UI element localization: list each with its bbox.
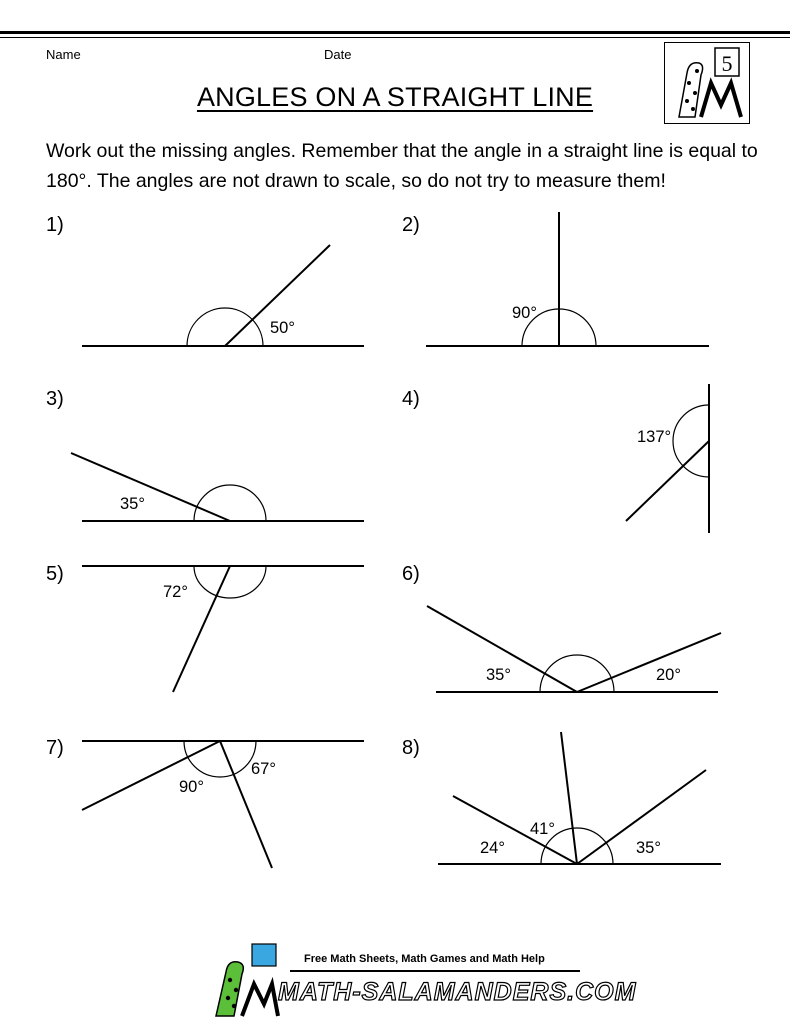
figure-5 <box>82 566 364 692</box>
angle-label-6b: 20° <box>656 666 681 684</box>
angle-label-8b: 41° <box>530 820 555 838</box>
page-title-text: ANGLES ON A STRAIGHT LINE <box>196 82 594 112</box>
angle-label-8c: 35° <box>636 839 661 857</box>
angle-label-8a: 24° <box>480 839 505 857</box>
question-number-8: 8) <box>402 737 420 759</box>
angle-label-7a: 90° <box>179 778 204 796</box>
angle-label-7b: 67° <box>251 760 276 778</box>
question-number-1: 1) <box>46 214 64 236</box>
footer-tagline: Free Math Sheets, Math Games and Math Help <box>304 953 545 965</box>
figure-3 <box>71 453 364 521</box>
question-number-6: 6) <box>402 563 420 585</box>
figure-7 <box>82 741 364 868</box>
angle-label-6a: 35° <box>486 666 511 684</box>
question-number-4: 4) <box>402 388 420 410</box>
angle-label-1a: 50° <box>270 319 295 337</box>
angle-label-3a: 35° <box>120 495 145 513</box>
figure-2 <box>426 212 709 346</box>
figure-4 <box>626 384 709 533</box>
angle-label-5a: 72° <box>163 583 188 601</box>
question-number-2: 2) <box>402 214 420 236</box>
figure-1 <box>82 245 364 346</box>
instructions: Work out the missing angles. Remember that the angle in a straight line is equal to 180°. The angles are not drawn to scale, so do not try to measure them! <box>46 140 758 192</box>
footer-brand: MATH-SALAMANDERS.COM <box>278 978 637 1006</box>
question-number-5: 5) <box>46 563 64 585</box>
salamander-mascot-icon <box>210 938 280 1018</box>
question-number-3: 3) <box>46 388 64 410</box>
angle-label-4a: 137° <box>637 428 672 446</box>
footer-rule <box>290 970 580 972</box>
grade-badge: 5 <box>721 51 733 76</box>
question-number-7: 7) <box>46 737 64 759</box>
name-label: Name <box>46 47 81 62</box>
date-label: Date <box>324 47 352 62</box>
angle-label-2a: 90° <box>512 304 537 322</box>
